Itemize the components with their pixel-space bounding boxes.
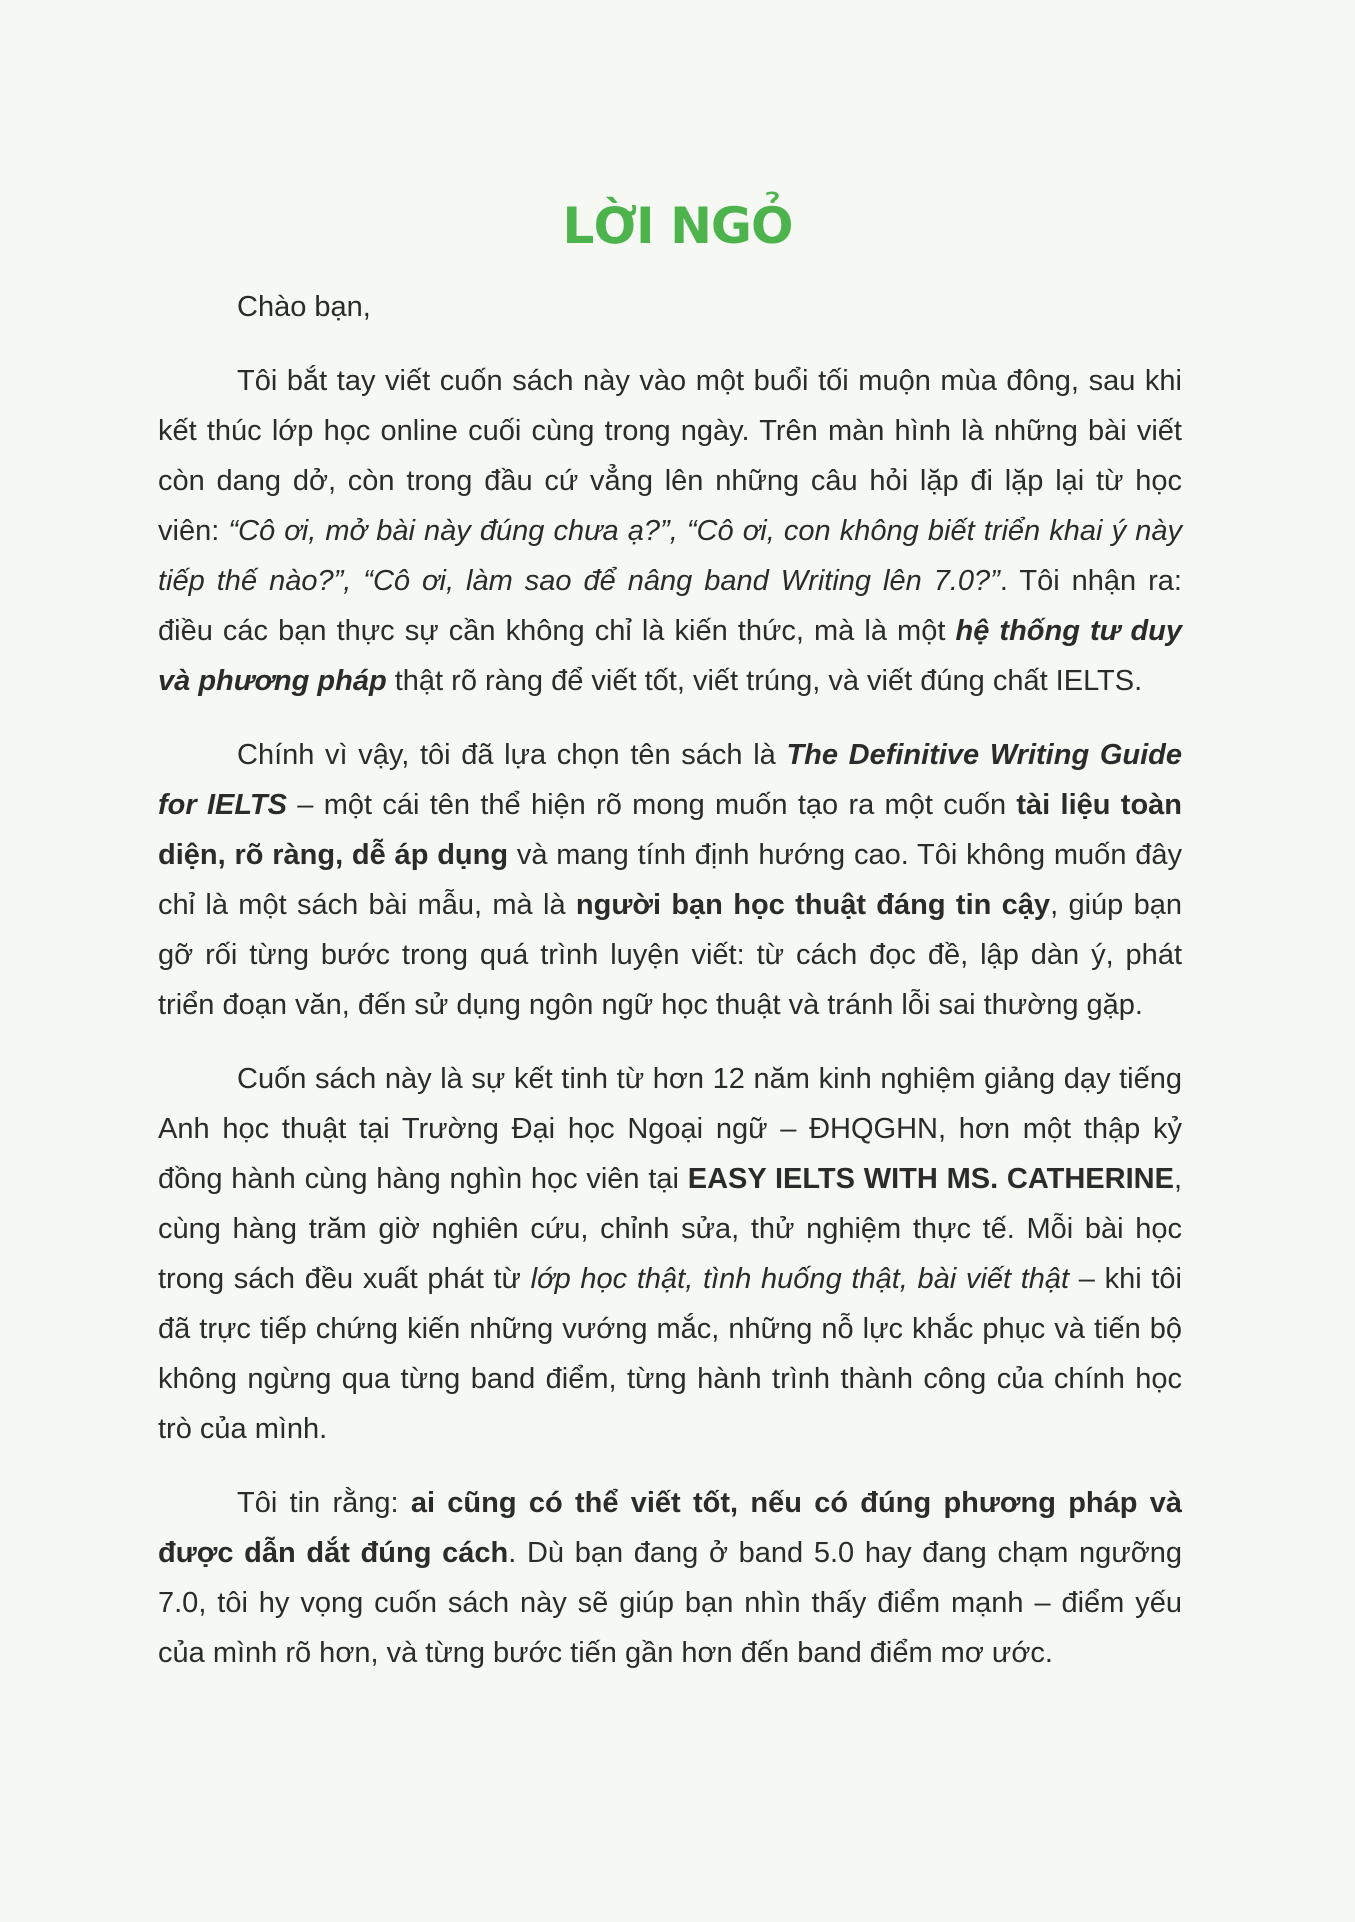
paragraph-1 — [158, 356, 1182, 706]
p1-text-e: thật rõ ràng để viết tốt, viết trúng, và viết đúng chất IELTS. — [386, 665, 1143, 697]
greeting: Chào bạn, — [237, 291, 371, 323]
p3-text-a: Cuốn sách này là sự kết tinh từ hơn 12 năm kinh nghiệm giảng dạy tiếng Anh học thuật tại Trường Đại học Ngoại ngữ – ĐHQGHN, hơn một thập kỷ đồng hành cùng hàng nghìn học viên tại — [158, 1063, 1182, 1195]
p1-quotes: “Cô ơi, mở bài này đúng chưa ạ?”, “Cô ơi, con không biết triển khai ý này tiếp thế nào?”, “Cô ơi, làm sao để nâng band Writing lên 7.0?” — [158, 515, 1182, 597]
p1-text-c: . Tôi nhận ra: điều các bạn thực sự cần không chỉ là kiến thức, mà là một — [158, 565, 1182, 647]
p2-text-c: – một cái tên thể hiện rõ mong muốn tạo ra một cuốn — [286, 789, 1017, 821]
paragraph-2 — [158, 730, 1182, 1030]
p3-text-e: – khi tôi đã trực tiếp chứng kiến những vướng mắc, những nỗ lực khắc phục và tiến bộ không ngừng qua từng band điểm, từng hành trình thành công của chính học trò của mình. — [158, 1263, 1182, 1445]
paragraph-3 — [158, 1054, 1182, 1454]
p4-emphasis: ai cũng có thể viết tốt, nếu có đúng phương pháp và được dẫn dắt đúng cách — [158, 1487, 1182, 1569]
p2-text-e: và mang tính định hướng cao. Tôi không muốn đây chỉ là một sách bài mẫu, mà là — [158, 839, 1182, 921]
p3-italic: lớp học thật, tình huống thật, bài viết thật — [530, 1263, 1070, 1295]
p3-brand: EASY IELTS WITH MS. CATHERINE — [687, 1163, 1174, 1195]
p1-emphasis: hệ thống tư duy và phương pháp — [158, 615, 1183, 697]
paragraph-4 — [158, 1478, 1182, 1678]
body-text — [158, 282, 1182, 1702]
page-title: LỜI NGỎ — [562, 197, 793, 255]
p2-emphasis-2: người bạn học thuật đáng tin cậy — [575, 889, 1051, 921]
p2-book-title: The Definitive Writing Guide for IELTS — [158, 739, 1182, 821]
p4-text-a: Tôi tin rằng: — [237, 1487, 411, 1519]
p2-text-a: Chính vì vậy, tôi đã lựa chọn tên sách là — [237, 739, 787, 771]
p2-text-g: , giúp bạn gỡ rối từng bước trong quá trình luyện viết: từ cách đọc đề, lập dàn ý, phát triển đoạn văn, đến sử dụng ngôn ngữ học thuật và tránh lỗi sai thường gặp. — [158, 889, 1182, 1021]
p3-text-c: , cùng hàng trăm giờ nghiên cứu, chỉnh sửa, thử nghiệm thực tế. Mỗi bài học trong sách đều xuất phát từ — [158, 1163, 1182, 1295]
p2-emphasis-1: tài liệu toàn diện, rõ ràng, dễ áp dụng — [158, 789, 1183, 871]
p1-text-a: Tôi bắt tay viết cuốn sách này vào một buổi tối muộn mùa đông, sau khi kết thúc lớp học online cuối cùng trong ngày. Trên màn hình là những bài viết còn dang dở, còn trong đầu cứ vẳng lên những câu hỏi lặp đi lặp lại từ học viên: — [158, 365, 1182, 547]
p4-text-c: . Dù bạn đang ở band 5.0 hay đang chạm ngưỡng 7.0, tôi hy vọng cuốn sách này sẽ giúp bạn nhìn thấy điểm mạnh – điểm yếu của mình rõ hơn, và từng bước tiến gần hơn đến band điểm mơ ước. — [158, 1537, 1183, 1669]
